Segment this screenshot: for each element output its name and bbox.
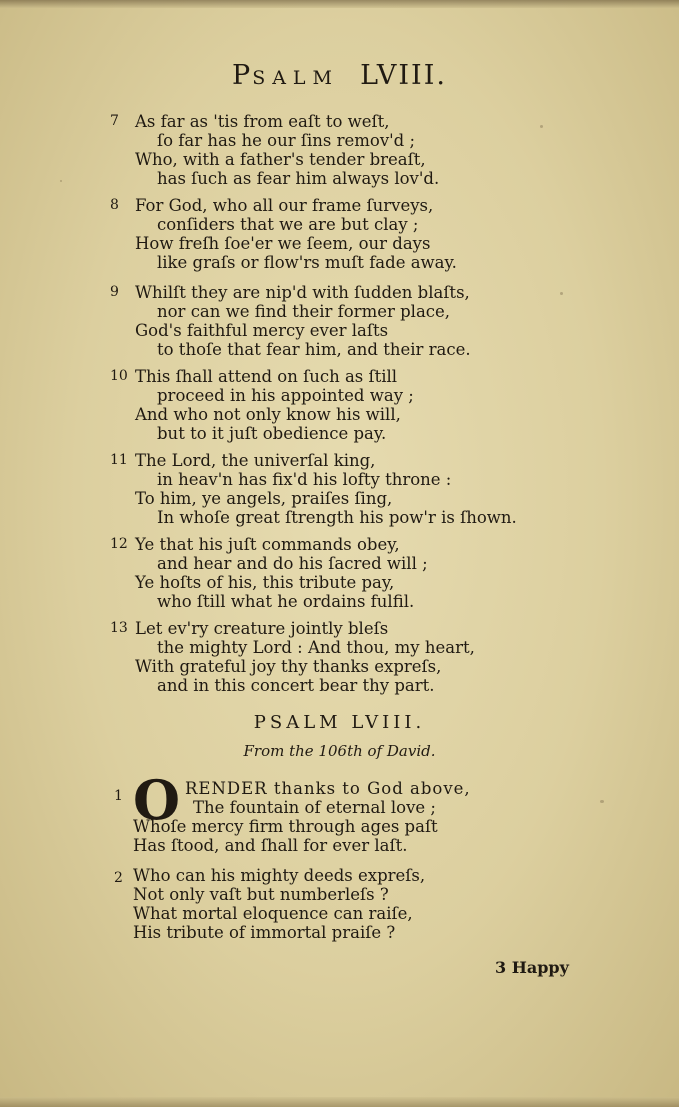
verse-line: but to it juſt obedience pay. — [157, 424, 387, 443]
page-top-edge — [0, 0, 679, 8]
verse-line: Let ev'ry creature jointly bleſs — [135, 619, 389, 638]
verse-line: the mighty Lord : And thou, my heart, — [157, 638, 475, 657]
verse-line: How freſh ſoe'er we ſeem, our days — [135, 234, 431, 253]
psalm-subtitle: From the 106th of David. — [243, 742, 436, 760]
running-head — [0, 60, 679, 91]
paper-speck — [60, 180, 62, 182]
verse-line: Whoſe mercy firm through ages paſt — [133, 817, 438, 836]
verse-line: With grateful joy thy thanks expreſs, — [135, 657, 442, 676]
verse-line: who ſtill what he ordains fulfil. — [157, 592, 415, 611]
verse-line: in heav'n has fix'd his lofty throne : — [157, 470, 452, 489]
stanza-number: 8 — [110, 197, 119, 213]
running-head-numeral: LVIII. — [360, 60, 447, 91]
stanza-number: 11 — [110, 452, 128, 468]
verse-line: like graſs or flow'rs muſt fade away. — [157, 253, 457, 272]
verse-line: Has ſtood, and ſhall for ever laſt. — [133, 836, 408, 855]
verse-line: conſiders that we are but clay ; — [157, 215, 419, 234]
verse-line: As far as 'tis from eaſt to weſt, — [135, 112, 390, 131]
verse-line: proceed in his appointed way ; — [157, 386, 414, 405]
running-head-word: SALM — [252, 67, 339, 89]
stanza-number: 1 — [114, 788, 123, 804]
stanza-number: 2 — [114, 870, 123, 886]
paper-speck — [560, 292, 563, 295]
verse-line: and in this concert bear thy part. — [157, 676, 435, 695]
page-bottom-edge — [0, 1097, 679, 1107]
verse-line: Ye that his juſt commands obey, — [135, 535, 400, 554]
verse-line: Ye hoſts of his, this tribute pay, — [135, 573, 395, 592]
verse-line: In whoſe great ſtrength his pow'r is ſhown. — [157, 508, 517, 527]
verse-line: Not only vaſt but numberleſs ? — [133, 885, 389, 904]
catchword: 3 Happy — [495, 958, 569, 977]
verse-line: His tribute of immortal praiſe ? — [133, 923, 396, 942]
verse-line: What mortal eloquence can raiſe, — [133, 904, 413, 923]
verse-line: has ſuch as fear him always lov'd. — [157, 169, 440, 188]
verse-line: Who can his mighty deeds expreſs, — [133, 866, 426, 885]
stanza-number: 9 — [110, 284, 119, 300]
verse-line: This ſhall attend on ſuch as ſtill — [135, 367, 398, 386]
verse-line: and hear and do his ſacred will ; — [157, 554, 428, 573]
stanza-number: 12 — [110, 536, 128, 552]
verse-line: The fountain of eternal love ; — [193, 798, 436, 817]
verse-line: RENDER thanks to God above, — [185, 779, 471, 798]
drop-cap: O — [133, 768, 181, 832]
verse-line: And who not only know his will, — [135, 405, 401, 424]
psalm-heading: PSALM LVIII. — [253, 712, 426, 733]
stanza-number: 7 — [110, 113, 119, 129]
running-head-initial: P — [232, 60, 253, 91]
verse-line: Whilſt they are nip'd with ſudden blaſts, — [135, 283, 470, 302]
paper-speck — [540, 125, 543, 128]
stanza-number: 13 — [110, 620, 128, 636]
verse-line: To him, ye angels, praiſes ſing, — [135, 489, 393, 508]
verse-line: nor can we find their former place, — [157, 302, 451, 321]
paper-speck — [600, 800, 604, 803]
verse-line: to thoſe that fear him, and their race. — [157, 340, 471, 359]
verse-line: ſo far has he our ſins remov'd ; — [157, 131, 416, 150]
verse-line: Who, with a father's tender breaſt, — [135, 150, 426, 169]
verse-line: For God, who all our frame ſurveys, — [135, 196, 434, 215]
verse-line: God's faithful mercy ever laſts — [135, 321, 389, 340]
stanza-number: 10 — [110, 368, 128, 384]
verse-line: The Lord, the univerſal king, — [135, 451, 376, 470]
